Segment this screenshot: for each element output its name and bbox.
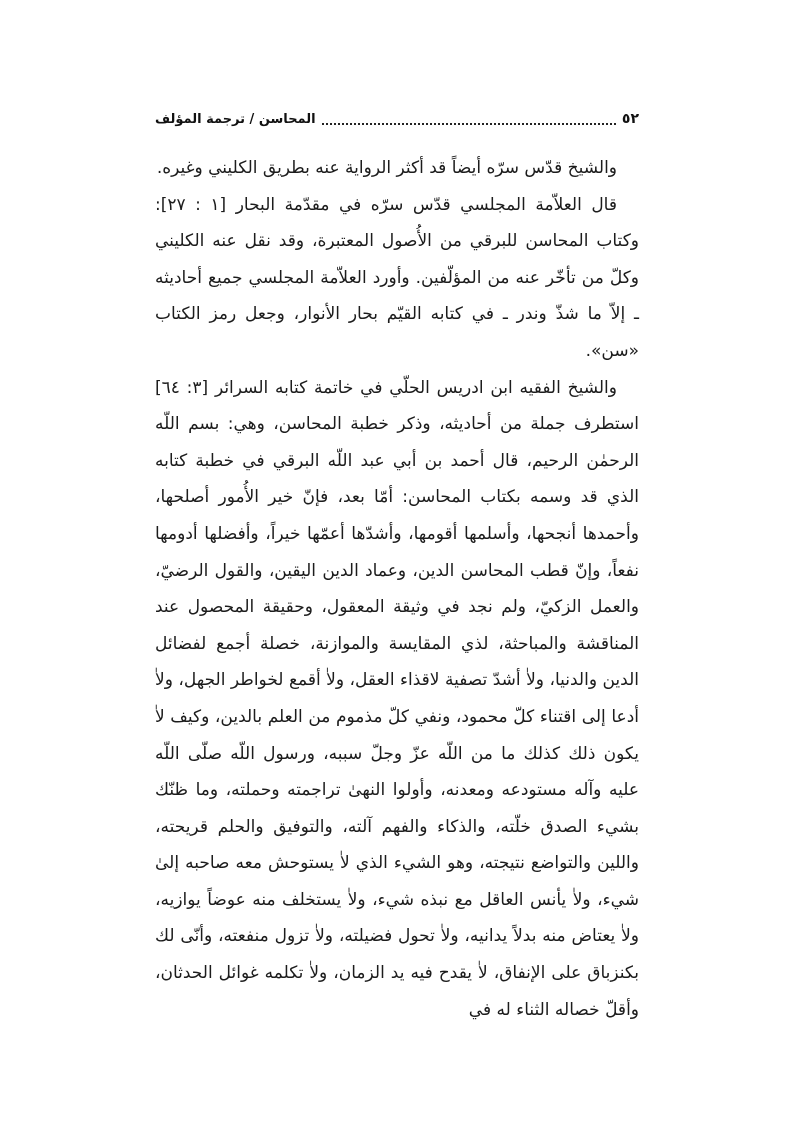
paragraph: والشيخ الفقيه ابن ادريس الحلّي في خاتمة كتابه السرائر [٣: ٦٤] استطرف جملة من أحاديثه، وذكر خطبة المحاسن، وهي: بسم اللّه الرحمٰن الرحيم، قال أحمد بن أبي عبد اللّه البرقي في خطبة كتابه الذي قد وسمه بكتاب المحاسن: أمّا بعد، فإنّ خير الأُمور أصلحها، وأحمدها أنجحها، وأسلمها أقومها، وأشدّها أعمّها خيراً، وأفضلها أدومها نفعاً، وإنّ قطب المحاسن الدين، وعماد الدين اليقين، والقول الرضيّ، والعمل الزكيّ، ولم نجد في وثيقة المعقول، وحقيقة المحصول عند المناقشة والمباحثة، لذي المقايسة والموازنة، خصلة أجمع لفضائل الدين والدنيا، ولاٰ أشدّ تصفية لاقذاء العقل، ولاٰ أقمع لخواطر الجهل، ولاٰ أدعا إلى اقتناء كلّ محمود، ونفي كلّ مذموم من العلم بالدين، وكيف لاٰ يكون ذلك كذلك ما من اللّه عزّ وجلّ سببه، ورسول اللّه صلّى اللّه عليه وآله مستودعه ومعدنه، وأولوا النهىٰ تراجمته وحملته، وما ظنّك بشيء الصدق خلّته، والذكاء والفهم آلته، والتوفيق والحلم قريحته، واللين والتواضع نتيجته، وهو الشيء الذي لاٰ يستوحش معه صاحبه إلىٰ شيء، ولاٰ يأنس العاقل مع نبذه شيء، ولاٰ يستخلف منه عوضاً يوازيه، ولاٰ يعتاض منه بدلاً يدانيه، ولاٰ تحول فضيلته، ولاٰ تزول منفعته، وأنّى لك بكنزباق على الإنفاق، لاٰ يقدح فيه يد الزمان، ولاٰ تكلمه غوائل الحدثان، وأقلّ خصاله الثناء له في xyxy=(155,377,639,1020)
paragraph: قال العلاّمة المجلسي قدّس سرّه في مقدّمة البحار [١ : ٢٧]: وكتاب المحاسن للبرقي من الأُصول المعتبرة، وقد نقل عنه الكليني وكلّ من تأخّر عنه من المؤلّفين. وأورد العلاّمة المجلسي جميع أحاديثه ـ إلاّ ما شذّ وندر ـ في كتابه القيّم بحار الأنوار، وجعل رمز الكتاب «سن». xyxy=(155,194,639,361)
dot-leader xyxy=(322,105,616,125)
page-number: ٥٢ xyxy=(621,111,639,127)
running-header xyxy=(155,104,639,134)
paragraph: والشيخ قدّس سرّه أيضاً قد أكثر الرواية عنه بطريق الكليني وغيره. xyxy=(156,158,617,178)
body-text xyxy=(155,150,639,1028)
running-header-title: المحاسن / ترجمة المؤلف xyxy=(155,111,316,127)
